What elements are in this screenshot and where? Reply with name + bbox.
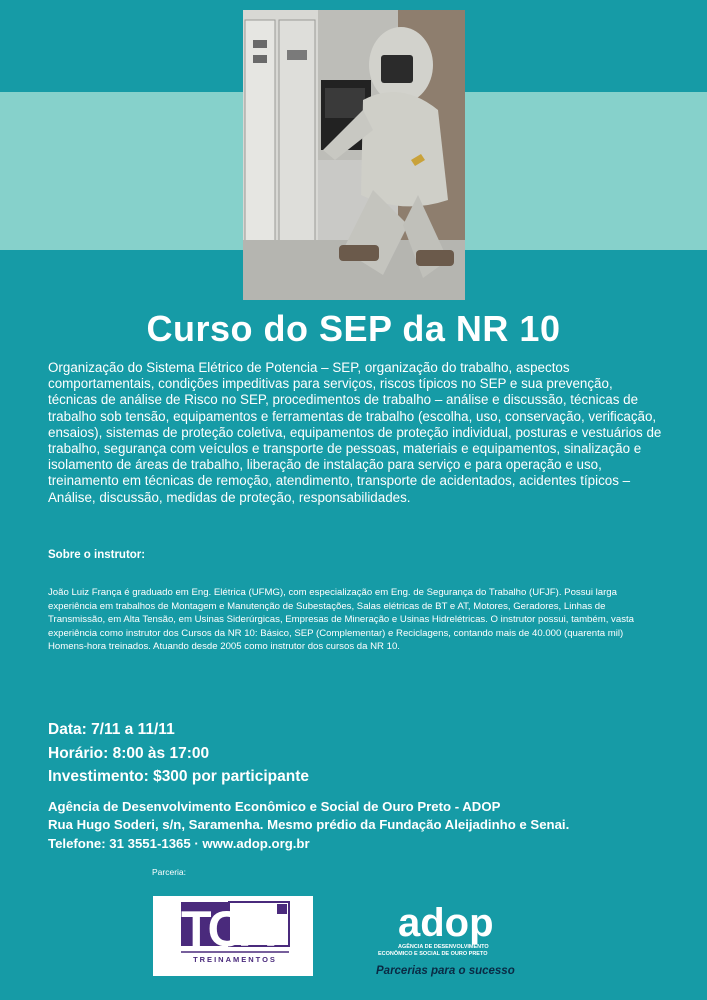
organization-name: Agência de Desenvolvimento Econômico e Social de Ouro Preto - ADOP — [48, 799, 501, 814]
instructor-bio: João Luiz França é graduado em Eng. Elétrica (UFMG), com especialização em Eng. de Segurança do Trabalho (UFJF). Possui larga experiência em trabalhos de Montagem e Manutenção de Subestações, Salas elétricas de BT e AT, Motores, Geradores, Linhas de Transmissão, em Alta Tensão, em Usinas Siderúrgicas, Empresas de Mineração e Usinas Hidrelétricas. O instrutor possui, também, vasta experiência como instrutor dos Cursos da NR 10: Básico, SEP (Complementar) e Reciclagens, contando mais de 40.000 (quarenta mil) Homens-hora treinados. Atuando desde 2005 como instrutor dos cursos da NR 10. — [48, 587, 634, 653]
course-date: Data: 7/11 a 11/11 — [48, 721, 175, 738]
tca-logo-text: TCA — [181, 901, 272, 957]
adop-slogan: Parcerias para o sucesso — [376, 965, 515, 977]
worker-photo — [243, 10, 465, 300]
partners-label: Parceria: — [152, 867, 187, 877]
adop-sub1: AGÊNCIA DE DESENVOLVIMENTO — [398, 944, 489, 950]
instructor-heading: Sobre o instrutor: — [48, 549, 146, 561]
course-title: Curso do SEP da NR 10 — [146, 308, 561, 349]
adop-logo-text: adop — [398, 901, 494, 945]
course-price: Investimento: $300 por participante — [48, 768, 309, 785]
tca-sub-text: TREINAMENTOS — [193, 955, 277, 964]
adop-sub2: ECONÔMICO E SOCIAL DE OURO PRETO — [378, 951, 488, 957]
course-description: Organização do Sistema Elétrico de Potencia – SEP, organização do trabalho, aspectos comportamentais, condições impeditivas para serviços, riscos típicos no SEP e sua prevenção, técnicas de análise de Risco no SEP, procedimentos de trabalho – análise e discussão, técnicas de trabalho sob tensão, equipamentos e ferramentas de trabalho (escolha, uso, conservação, verificação, ensaios), sistemas de proteção coletiva, equipamentos de proteção individual, posturas e vestuários de trabalho, segurança com veículos e transporte de pessoas, materiais e equipamentos, sinalização e isolamento de áreas de trabalho, liberação de instalação para serviço e para operação e uso, treinamento em técnicas de remoção, atendimento, transporte de acidentados, acidentes típicos – Análise, discussão, medidas de proteção, responsabilidades. — [48, 360, 662, 505]
organization-contact: Telefone: 31 3551-1365 · www.adop.org.br — [48, 835, 310, 851]
course-time: Horário: 8:00 às 17:00 — [48, 744, 210, 762]
adop-logo — [372, 898, 542, 982]
organization-info — [48, 798, 688, 853]
course-details — [48, 718, 309, 789]
tca-logo — [153, 896, 313, 976]
organization-address: Rua Hugo Soderi, s/n, Saramenha. Mesmo prédio da Fundação Aleijadinho e Senai. — [48, 817, 570, 833]
